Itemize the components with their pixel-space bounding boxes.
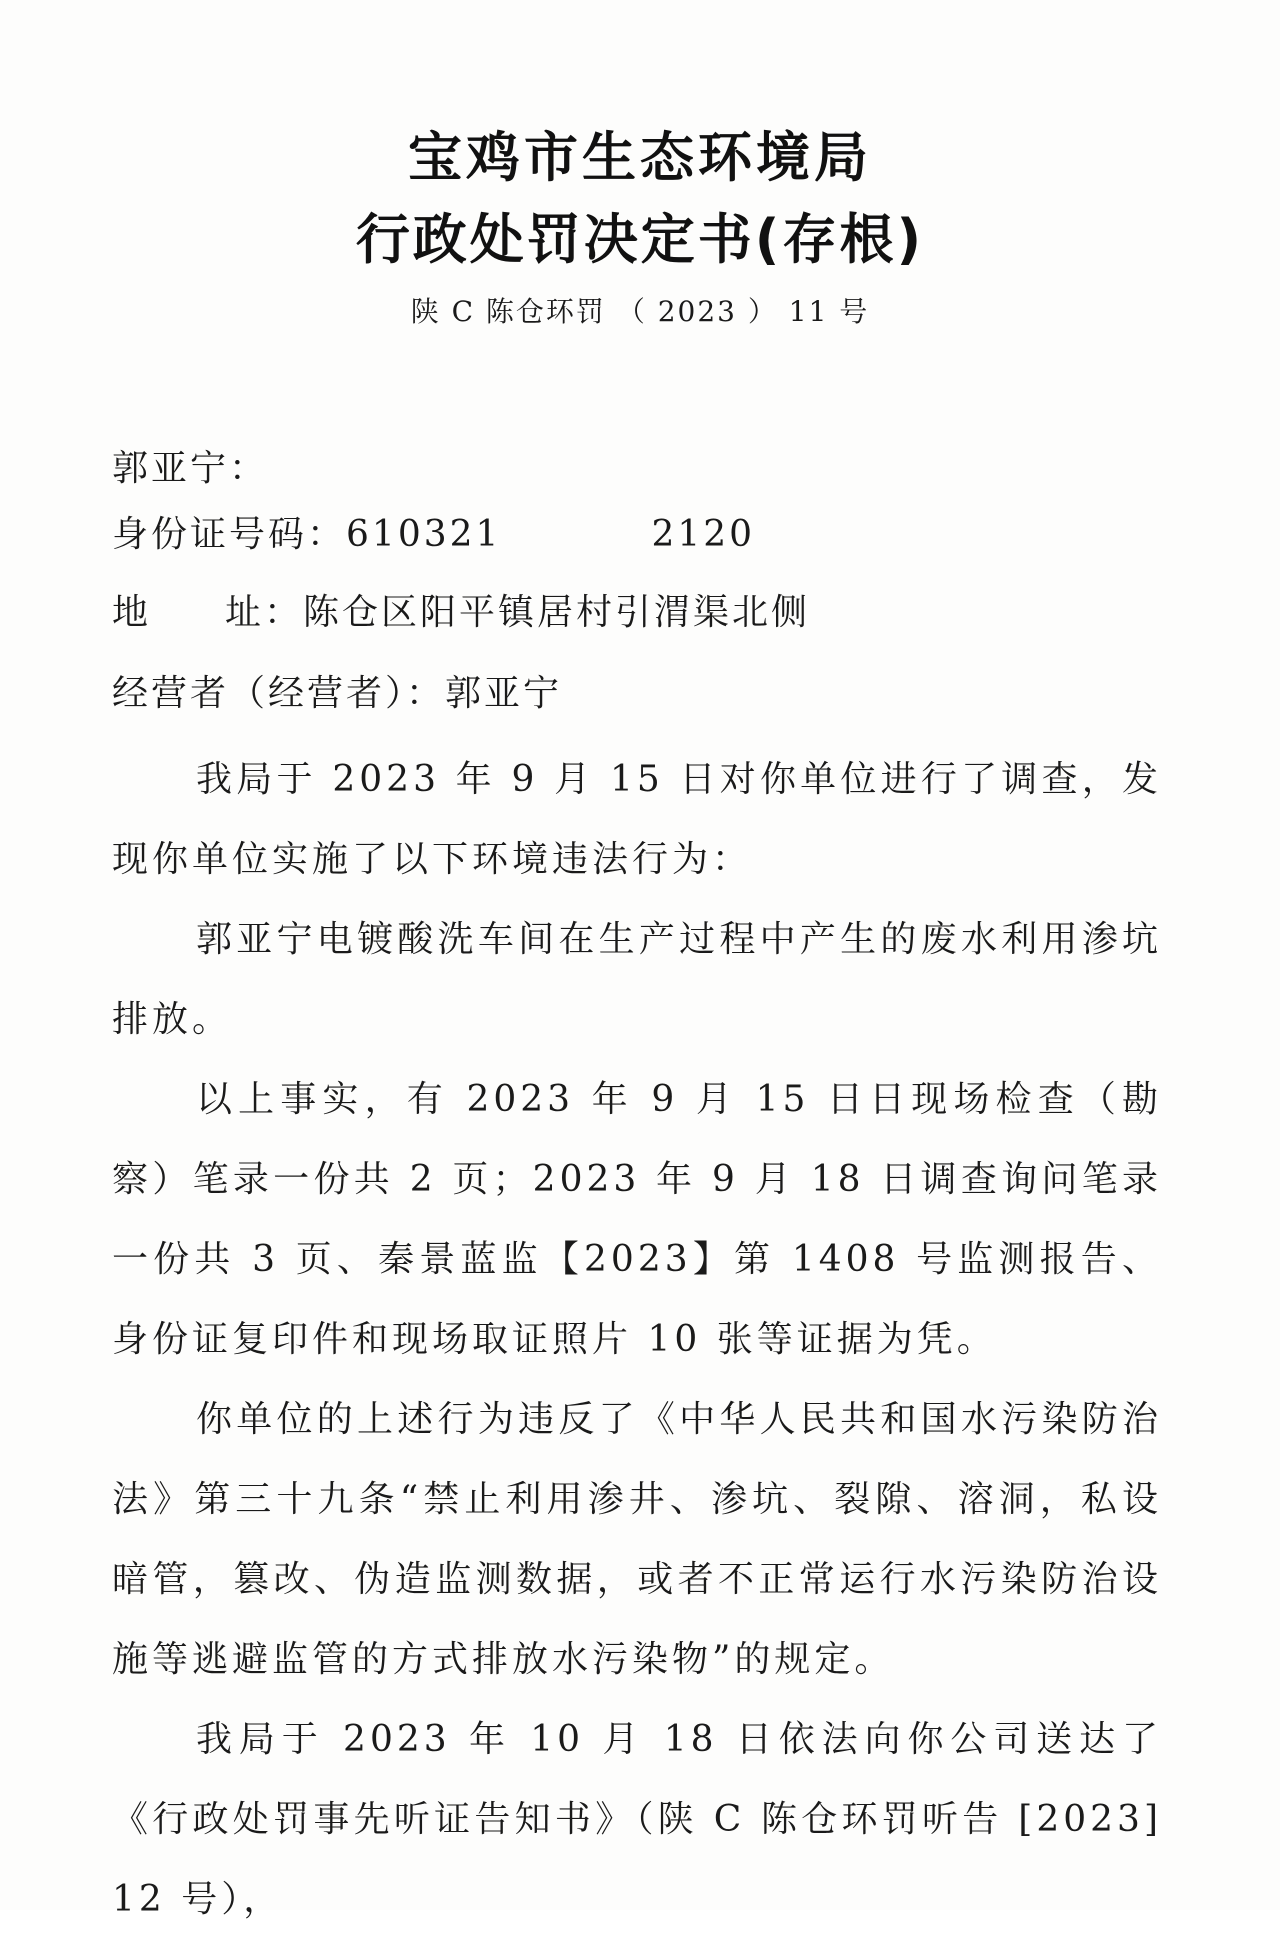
id-number-row — [112, 506, 755, 557]
address-value: 陈仓区阳平镇居村引渭渠北侧 — [303, 592, 811, 633]
id-number-suffix: 2120 — [651, 514, 756, 555]
id-number-prefix: 610321 — [346, 514, 502, 555]
address-row — [112, 584, 810, 635]
document-number: 陕 C 陈仓环罚 （ 2023 ） 11 号 — [410, 295, 870, 328]
paragraph-legal-basis: 你单位的上述行为违反了《中华人民共和国水污染防治法》第三十九条“禁止利用渗井、渗坑、裂隙、溶洞，私设暗管，篡改、伪造监测数据，或者不正常运行水污染防治设施等逃避监管的方式排放水污染物”的规定。 — [112, 1399, 1162, 1680]
address-label-char-1: 地 — [112, 592, 152, 633]
paragraph-investigation: 我局于 2023 年 9 月 15 日对你单位进行了调查，发现你单位实施了以下环境违法行为： — [112, 759, 1162, 880]
document-title-type: 行政处罚决定书(存根) — [355, 208, 925, 271]
paragraph-hearing-notice: 我局于 2023 年 10 月 18 日依法向你公司送达了《行政处罚事先听证告知书》（陕 C 陈仓环罚听告 [2023] 12 号）， — [112, 1719, 1162, 1920]
paragraph-evidence: 以上事实，有 2023 年 9 月 15 日日现场检查（勘察）笔录一份共 2 页；2023 年 9 月 18 日调查询问笔录一份共 3 页、秦景蓝监【2023】第 1408 号监测报告、身份证复印件和现场取证照片 10 张等证据为凭。 — [112, 1079, 1162, 1360]
id-number-label: 身份证号码： — [112, 514, 347, 555]
document-title-agency: 宝鸡市生态环境局 — [408, 126, 872, 189]
address-label-char-2: 址： — [225, 592, 304, 633]
paragraph-violation: 郭亚宁电镀酸洗车间在生产过程中产生的废水利用渗坑排放。 — [112, 919, 1162, 1040]
party-name: 郭亚宁： — [112, 448, 269, 489]
operator-row: 经营者（经营者）：郭亚宁 — [112, 673, 563, 714]
